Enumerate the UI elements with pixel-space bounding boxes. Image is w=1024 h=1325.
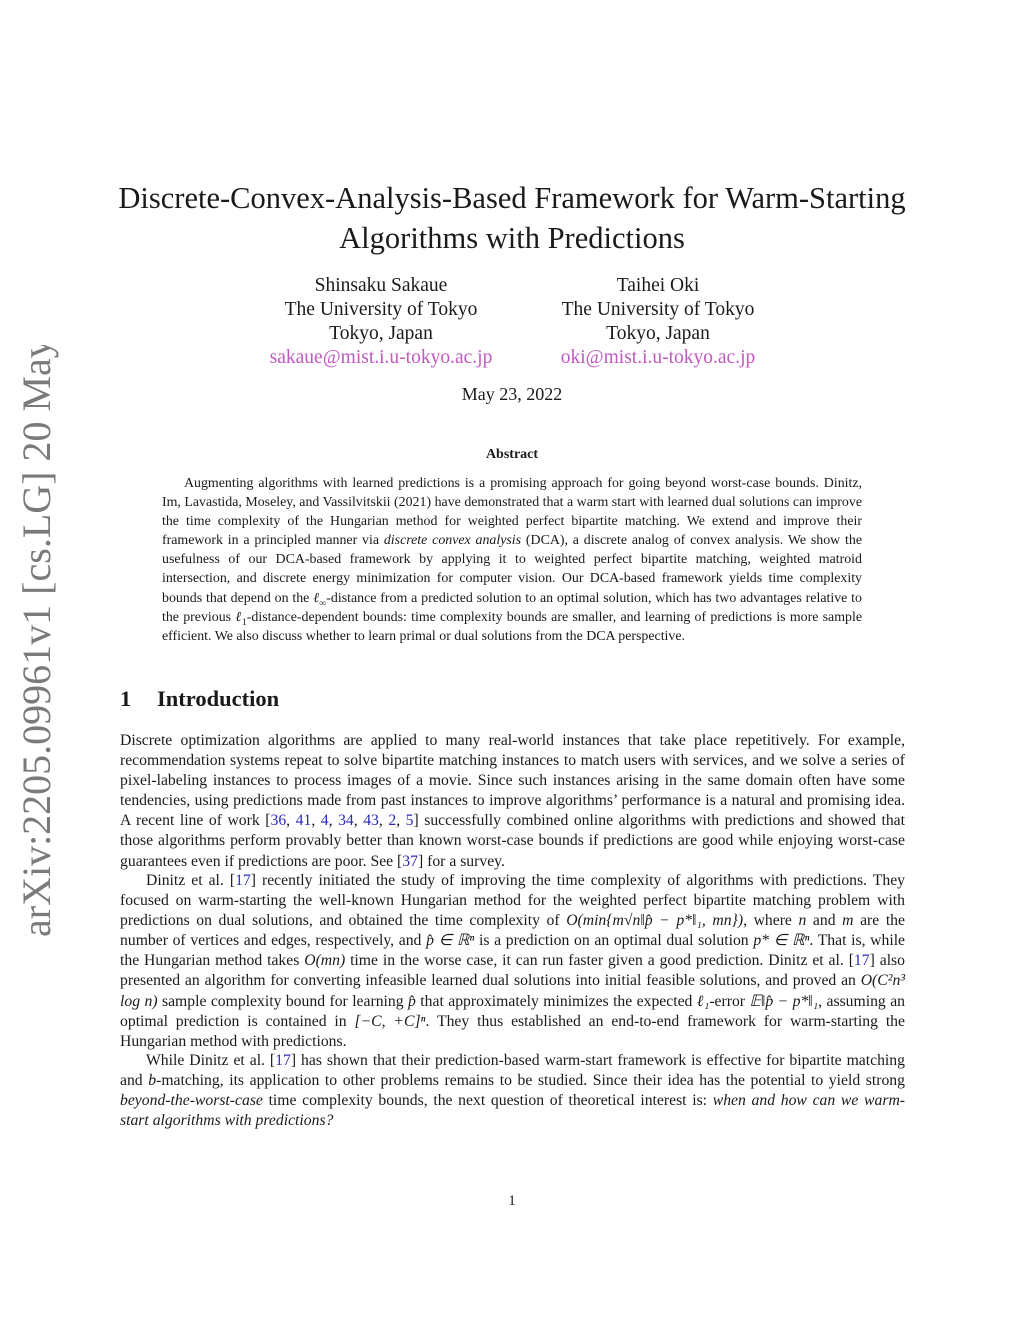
citation-link[interactable]: 17 bbox=[853, 952, 870, 970]
section-number: 1 bbox=[120, 686, 132, 711]
intro-paragraph-2: Dinitz et al. [17] recently initiated the study of improving the time complexity of algorithms with predictions. They focused on warm-starting the well-known Hungarian method for the weighted perfect bipartite matching problem with predictions on dual solutions, and obtained the time complexity of O(min{m√n‖p̂ − p*‖₁, mn}), where n and m are the number of vertices and edges, respectively, and p̂ ∈ ℝⁿ is a prediction on an optimal dual solution p* ∈ ℝⁿ. That is, while the Hungarian method takes O(mn) time in the worse case, it can run faster given a good prediction. Dinitz et al. [17] also presented an algorithm for converting infeasible learned dual solutions into initial feasible solutions, and proved an O(C²n³ log n) sample complexity bound for learning p̂ that approximately minimizes the expected ℓ₁-error 𝔼‖p̂ − p*‖₁, assuming an optimal prediction is contained in [−C, +C]ⁿ. They thus established an end-to-end framework for warm-starting the Hungarian method with predictions. bbox=[120, 872, 906, 1050]
math-expression: [−C, +C]ⁿ bbox=[354, 1012, 426, 1030]
author-name: Taihei Oki bbox=[616, 275, 700, 296]
author-affiliation: The University of Tokyo bbox=[284, 299, 478, 320]
citation-link[interactable]: 5 bbox=[405, 812, 414, 830]
page-number: 1 bbox=[508, 1193, 516, 1209]
citation-link[interactable]: 2 bbox=[388, 812, 397, 830]
citation-link[interactable]: 17 bbox=[235, 872, 251, 889]
math-symbol: ℓ₁ bbox=[696, 992, 710, 1010]
author-block-1 bbox=[231, 274, 531, 370]
author-email-link[interactable]: sakaue@mist.i.u-tokyo.ac.jp bbox=[269, 347, 493, 368]
math-expression: 𝔼‖p̂ − p*‖₁ bbox=[749, 992, 819, 1010]
emphasis: beyond-the-worst-case bbox=[120, 1092, 263, 1110]
emphasis: discrete convex analysis bbox=[383, 533, 522, 549]
math-symbol: ℓ$_1$ bbox=[235, 609, 247, 628]
author-affiliation: The University of Tokyo bbox=[561, 299, 755, 320]
citation-link[interactable]: 41 bbox=[295, 812, 312, 830]
section-heading-introduction bbox=[120, 686, 279, 712]
citation-link[interactable]: 36 bbox=[270, 812, 287, 830]
math-symbol: n bbox=[798, 912, 807, 930]
author-block-2 bbox=[508, 274, 808, 370]
arxiv-identifier bbox=[8, 345, 68, 945]
math-expression: O(mn) bbox=[304, 952, 346, 970]
paper-title: Discrete-Convex-Analysis-Based Framework for Warm-Starting Algorithms with Predictions bbox=[118, 181, 906, 255]
math-symbol: m bbox=[842, 912, 854, 930]
intro-paragraph-3: While Dinitz et al. [17] has shown that their prediction-based warm-start framework is effective for bipartite matching and b-matching, its application to other problems remains to be studied. Since their idea has the potential to yield strong beyond-the-worst-case time complexity bounds, the next question of theoretical interest is: when and how can we warm-start algorithms with predictions? bbox=[120, 1052, 905, 1130]
math-symbol: ℓ$_\infty$ bbox=[313, 590, 327, 609]
citation-link[interactable]: 34 bbox=[338, 812, 354, 830]
citation-link[interactable]: 4 bbox=[320, 812, 329, 830]
abstract-text: Augmenting algorithms with learned predictions is a promising approach for going beyond worst-case bounds. Dinitz, Im, Lavastida, Moseley, and Vassilvitskii (2021) have demonstrated that a warm start with learned dual solutions can improve the time complexity of the Hungarian method for weighted perfect bipartite matching. We extend and improve their framework in a principled manner via discrete convex analysis (DCA), a discrete analog of convex analysis. We show the usefulness of our DCA-based framework by applying it to weighted perfect bipartite matching, weighted matroid intersection, and discrete energy minimization for computer vision. Our DCA-based framework yields time complexity bounds that depend on the ℓ$_\infty$-distance from a predicted solution to an optimal solution, which has two advantages relative to the previous ℓ$_1$-distance-dependent bounds: time complexity bounds are smaller, and learning of predictions is more sample efficient. We also discuss whether to learn primal or dual solutions from the DCA perspective. bbox=[162, 476, 862, 644]
citation-link[interactable]: 43 bbox=[363, 812, 379, 830]
math-symbol: b bbox=[148, 1072, 157, 1090]
author-email-link[interactable]: oki@mist.i.u-tokyo.ac.jp bbox=[560, 347, 756, 368]
author-location: Tokyo, Japan bbox=[606, 323, 710, 344]
paper-date: May 23, 2022 bbox=[461, 384, 563, 404]
math-expression: O(C²n³ log n) bbox=[120, 972, 905, 1010]
math-symbol: p̂ bbox=[408, 992, 416, 1010]
arxiv-identifier-text: arXiv:2205.09961v1 [cs.LG] 20 May 2022 bbox=[14, 345, 59, 937]
math-expression: p̂ ∈ ℝⁿ bbox=[426, 932, 475, 950]
author-location: Tokyo, Japan bbox=[329, 323, 433, 344]
citation-link[interactable]: 37 bbox=[402, 852, 418, 870]
author-name: Shinsaku Sakaue bbox=[314, 275, 448, 296]
math-expression: O(min{m√n‖p̂ − p*‖₁, mn}) bbox=[566, 912, 744, 930]
math-expression: p* ∈ ℝⁿ bbox=[753, 932, 810, 950]
intro-paragraph-1: Discrete optimization algorithms are applied to many real-world instances that take place repetitively. For example, recommendation systems repeat to solve bipartite matching instances to match users with services, and we solve a series of pixel-labeling instances to process images of a movie. Since such instances arising in the same domain often have some tendencies, using predictions made from past instances to improve algorithms’ performance is a natural and promising idea. A recent line of work [36, 41, 4, 34, 43, 2, 5] successfully combined online algorithms with predictions and showed that those algorithms perform provably better than known worst-case bounds if predictions are good while enjoying worst-case guarantees even if predictions are poor. See [37] for a survey. bbox=[120, 732, 906, 870]
citation-link[interactable]: 17 bbox=[275, 1052, 291, 1069]
abstract-heading: Abstract bbox=[485, 447, 539, 462]
emphasis: when and how can we warm-start algorithms with predictions? bbox=[120, 1092, 905, 1130]
section-title: Introduction bbox=[157, 686, 280, 711]
